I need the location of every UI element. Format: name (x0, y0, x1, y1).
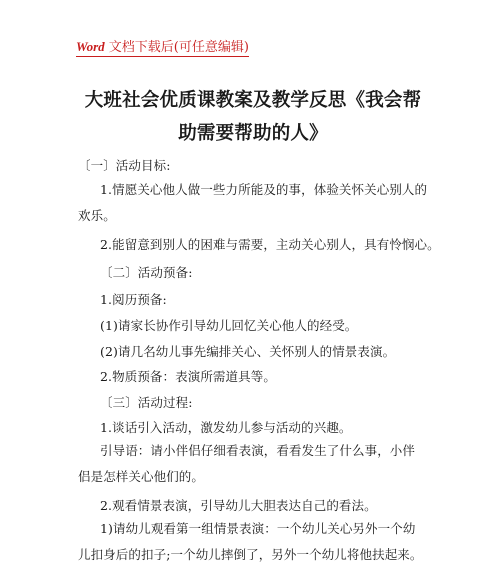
paragraph: 1.情愿关心他人做一些力所能及的事，体验关怀关心别人的欢乐。 (78, 182, 428, 223)
header-text: 文档下载后(可任意编辑) (104, 40, 249, 55)
paragraph: (1)请家长协作引导幼儿回忆关心他人的经受。 (100, 318, 358, 333)
paragraph: 2.观看情景表演，引导幼儿大胆表达自己的看法。 (100, 498, 377, 513)
document-header (76, 36, 249, 57)
paragraph: 1.谈话引入活动，激发幼儿参与活动的兴趣。 (100, 420, 352, 435)
paragraph: 2.能留意到别人的困难与需要，主动关心别人，具有怜悯心。 (100, 237, 440, 252)
paragraph: 2.物质预备：表演所需道具等。 (100, 369, 276, 384)
paragraph: 引导语：请小伴侣仔细看表演，看看发生了什么事，小伴侣是怎样关心他们的。 (78, 443, 416, 484)
header-word-label: Word (76, 39, 105, 54)
document-title: 大班社会优质课教案及教学反思《我会帮助需要帮助的人》 (84, 90, 422, 144)
paragraph: (2)请几名幼儿事先编排关心、关怀别人的情景表演。 (100, 344, 396, 359)
paragraph: 1.阅历预备: (100, 292, 167, 307)
section-heading-goals: 〔一〕活动目标: (78, 158, 171, 173)
section-heading-preparation: 〔二〕活动预备: (100, 265, 193, 280)
section-heading-process: 〔三〕活动过程: (100, 395, 193, 410)
paragraph: 1)请幼儿观看第一组情景表演：一个幼儿关心另外一个幼儿扣身后的扣子;一个幼儿摔倒了，另外一个幼儿将他扶起来。 (78, 521, 423, 562)
